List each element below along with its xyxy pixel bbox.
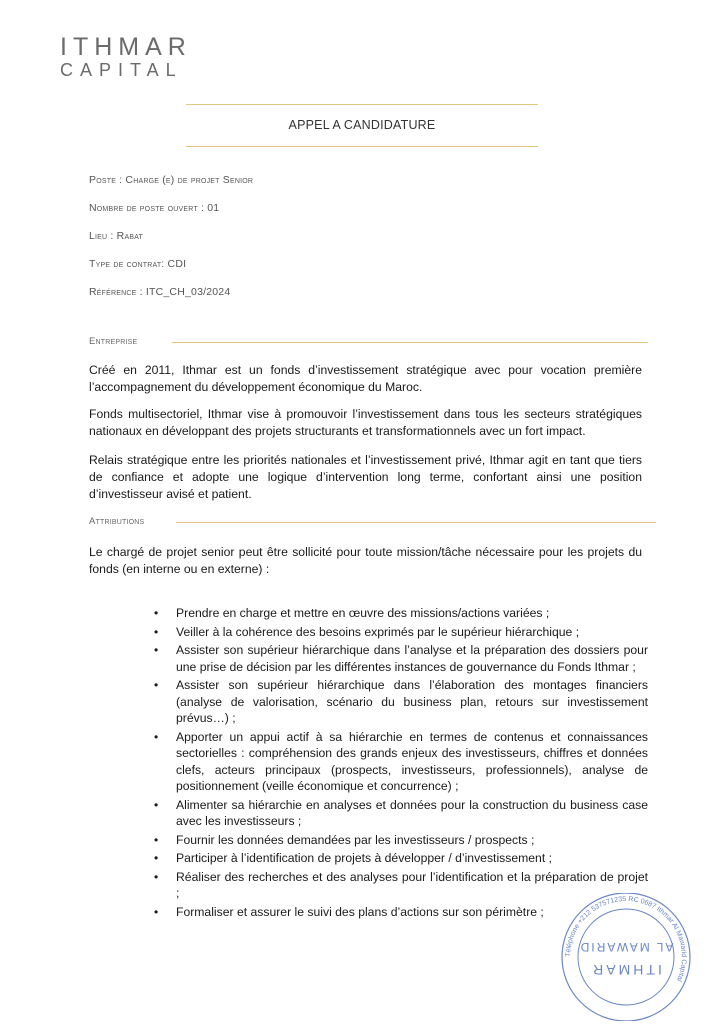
meta-value: Rabat [116, 230, 144, 242]
list-item [128, 642, 648, 675]
list-item-text: Assister son supérieur hiérarchique dans l’analyse et la préparation des dossiers pour une prise de décision par les différentes instances de gouvernance du Fonds Ithmar ; [176, 643, 648, 674]
section-heading-entreprise: Entreprise [89, 336, 138, 347]
meta-value: ITC_CH_03/2024 [145, 286, 231, 298]
meta-type-contrat [89, 258, 186, 270]
list-item-text: Apporter un appui actif à sa hiérarchie en termes de contenus et connaissances sectorielles : compréhension des grands enjeux des investisseurs, chiffres et données clefs, acteurs principaux (prospects, investisseurs, professionnels), analyse de positionnement (veille économique et concurrence) ; [176, 729, 648, 793]
paragraph-entreprise-3: Relais stratégique entre les priorités nationales et l’investissement privé, Ithmar agit en tant que tiers de confiance et adopte une logique d’intervention long terme, confortant ainsi une position d’investisseur avisé et patient. [89, 453, 642, 501]
stamp-line-1: ITHMAR [590, 962, 662, 978]
meta-value: 01 [207, 202, 220, 214]
list-item [128, 850, 648, 867]
list-item [128, 677, 648, 727]
list-item-text: Alimenter sa hiérarchie en analyses et données pour la construction du business case avec les investisseurs ; [176, 797, 648, 828]
bullet-icon: • [154, 869, 159, 884]
list-item [128, 605, 648, 622]
company-stamp [556, 893, 696, 1021]
logo-capital: CAPITAL [60, 60, 183, 80]
bullet-icon: • [154, 643, 159, 657]
list-item-text: Fournir les données demandées par les investisseurs / prospects ; [176, 832, 535, 847]
stamp-line-2: AL MAWARID [578, 940, 674, 954]
meta-label: Référence : [89, 286, 143, 298]
bullet-icon: • [154, 832, 159, 847]
meta-label: Type de contrat: [89, 258, 165, 270]
title-top-rule [186, 104, 538, 105]
paragraph-attributions-intro: Le chargé de projet senior peut être sollicité pour toute mission/tâche nécessaire pour les projets du fonds (en interne ou en externe) : [89, 545, 642, 576]
section-rule-attributions [176, 522, 656, 523]
list-item [128, 832, 648, 849]
list-item-text: Formaliser et assurer le suivi des plans d’actions sur son périmètre ; [176, 904, 544, 919]
meta-label: Nombre de poste ouvert : [89, 202, 205, 214]
bullet-icon: • [154, 797, 159, 812]
meta-value: CDI [167, 258, 187, 270]
stamp-outer-ring [562, 893, 690, 1021]
meta-reference [89, 286, 230, 298]
list-item-text: Prendre en charge et mettre en œuvre des missions/actions variées ; [176, 606, 550, 620]
page-title: APPEL A CANDIDATURE [288, 118, 436, 132]
bullet-icon: • [154, 729, 159, 744]
list-item [128, 797, 648, 830]
meta-poste [89, 174, 253, 186]
title-bottom-rule [186, 146, 538, 147]
bullet-icon: • [154, 851, 159, 865]
stamp-ring-textpath: Téléphone +212 537571235 RC 0687 Ithmar Al Mawarid Capital [564, 895, 688, 983]
list-item [128, 729, 648, 795]
list-item-text: Veiller à la cohérence des besoins exprimés par le supérieur hiérarchique ; [176, 624, 580, 639]
meta-label: Poste : [89, 174, 123, 186]
meta-lieu [89, 230, 143, 242]
meta-nombre-poste [89, 202, 219, 214]
paragraph-entreprise-2: Fonds multisectoriel, Ithmar vise à promouvoir l’investissement dans tous les secteurs stratégiques nationaux en développant des projets structurants et transformationnels avec un fort impact. [89, 407, 642, 438]
list-item [128, 624, 648, 641]
list-item-text: Assister son supérieur hiérarchique dans l’élaboration des montages financiers (analyse de valorisation, scénario du business plan, retours sur investissement prévus…) ; [176, 678, 648, 725]
meta-label: Lieu : [89, 230, 114, 242]
attributions-list [128, 605, 648, 922]
paragraph-entreprise-1: Créé en 2011, Ithmar est un fonds d’investissement stratégique avec pour vocation première l’accompagnement du développement économique du Maroc. [89, 363, 642, 394]
section-rule-entreprise [172, 342, 648, 343]
list-item-text: Participer à l’identification de projets à développer / d’investissement ; [176, 851, 552, 865]
section-heading-attributions: Attributions [89, 516, 145, 527]
bullet-icon: • [154, 606, 159, 620]
bullet-icon: • [154, 678, 159, 692]
bullet-icon: • [154, 904, 159, 919]
stamp-inner-ring [578, 909, 674, 1005]
bullet-icon: • [154, 624, 159, 639]
logo-ithmar: ITHMAR [60, 33, 192, 61]
meta-value: Charge (e) de projet Senior [125, 174, 254, 186]
list-item-text: Réaliser des recherches et des analyses pour l’identification et la préparation de projet ; [176, 869, 648, 900]
